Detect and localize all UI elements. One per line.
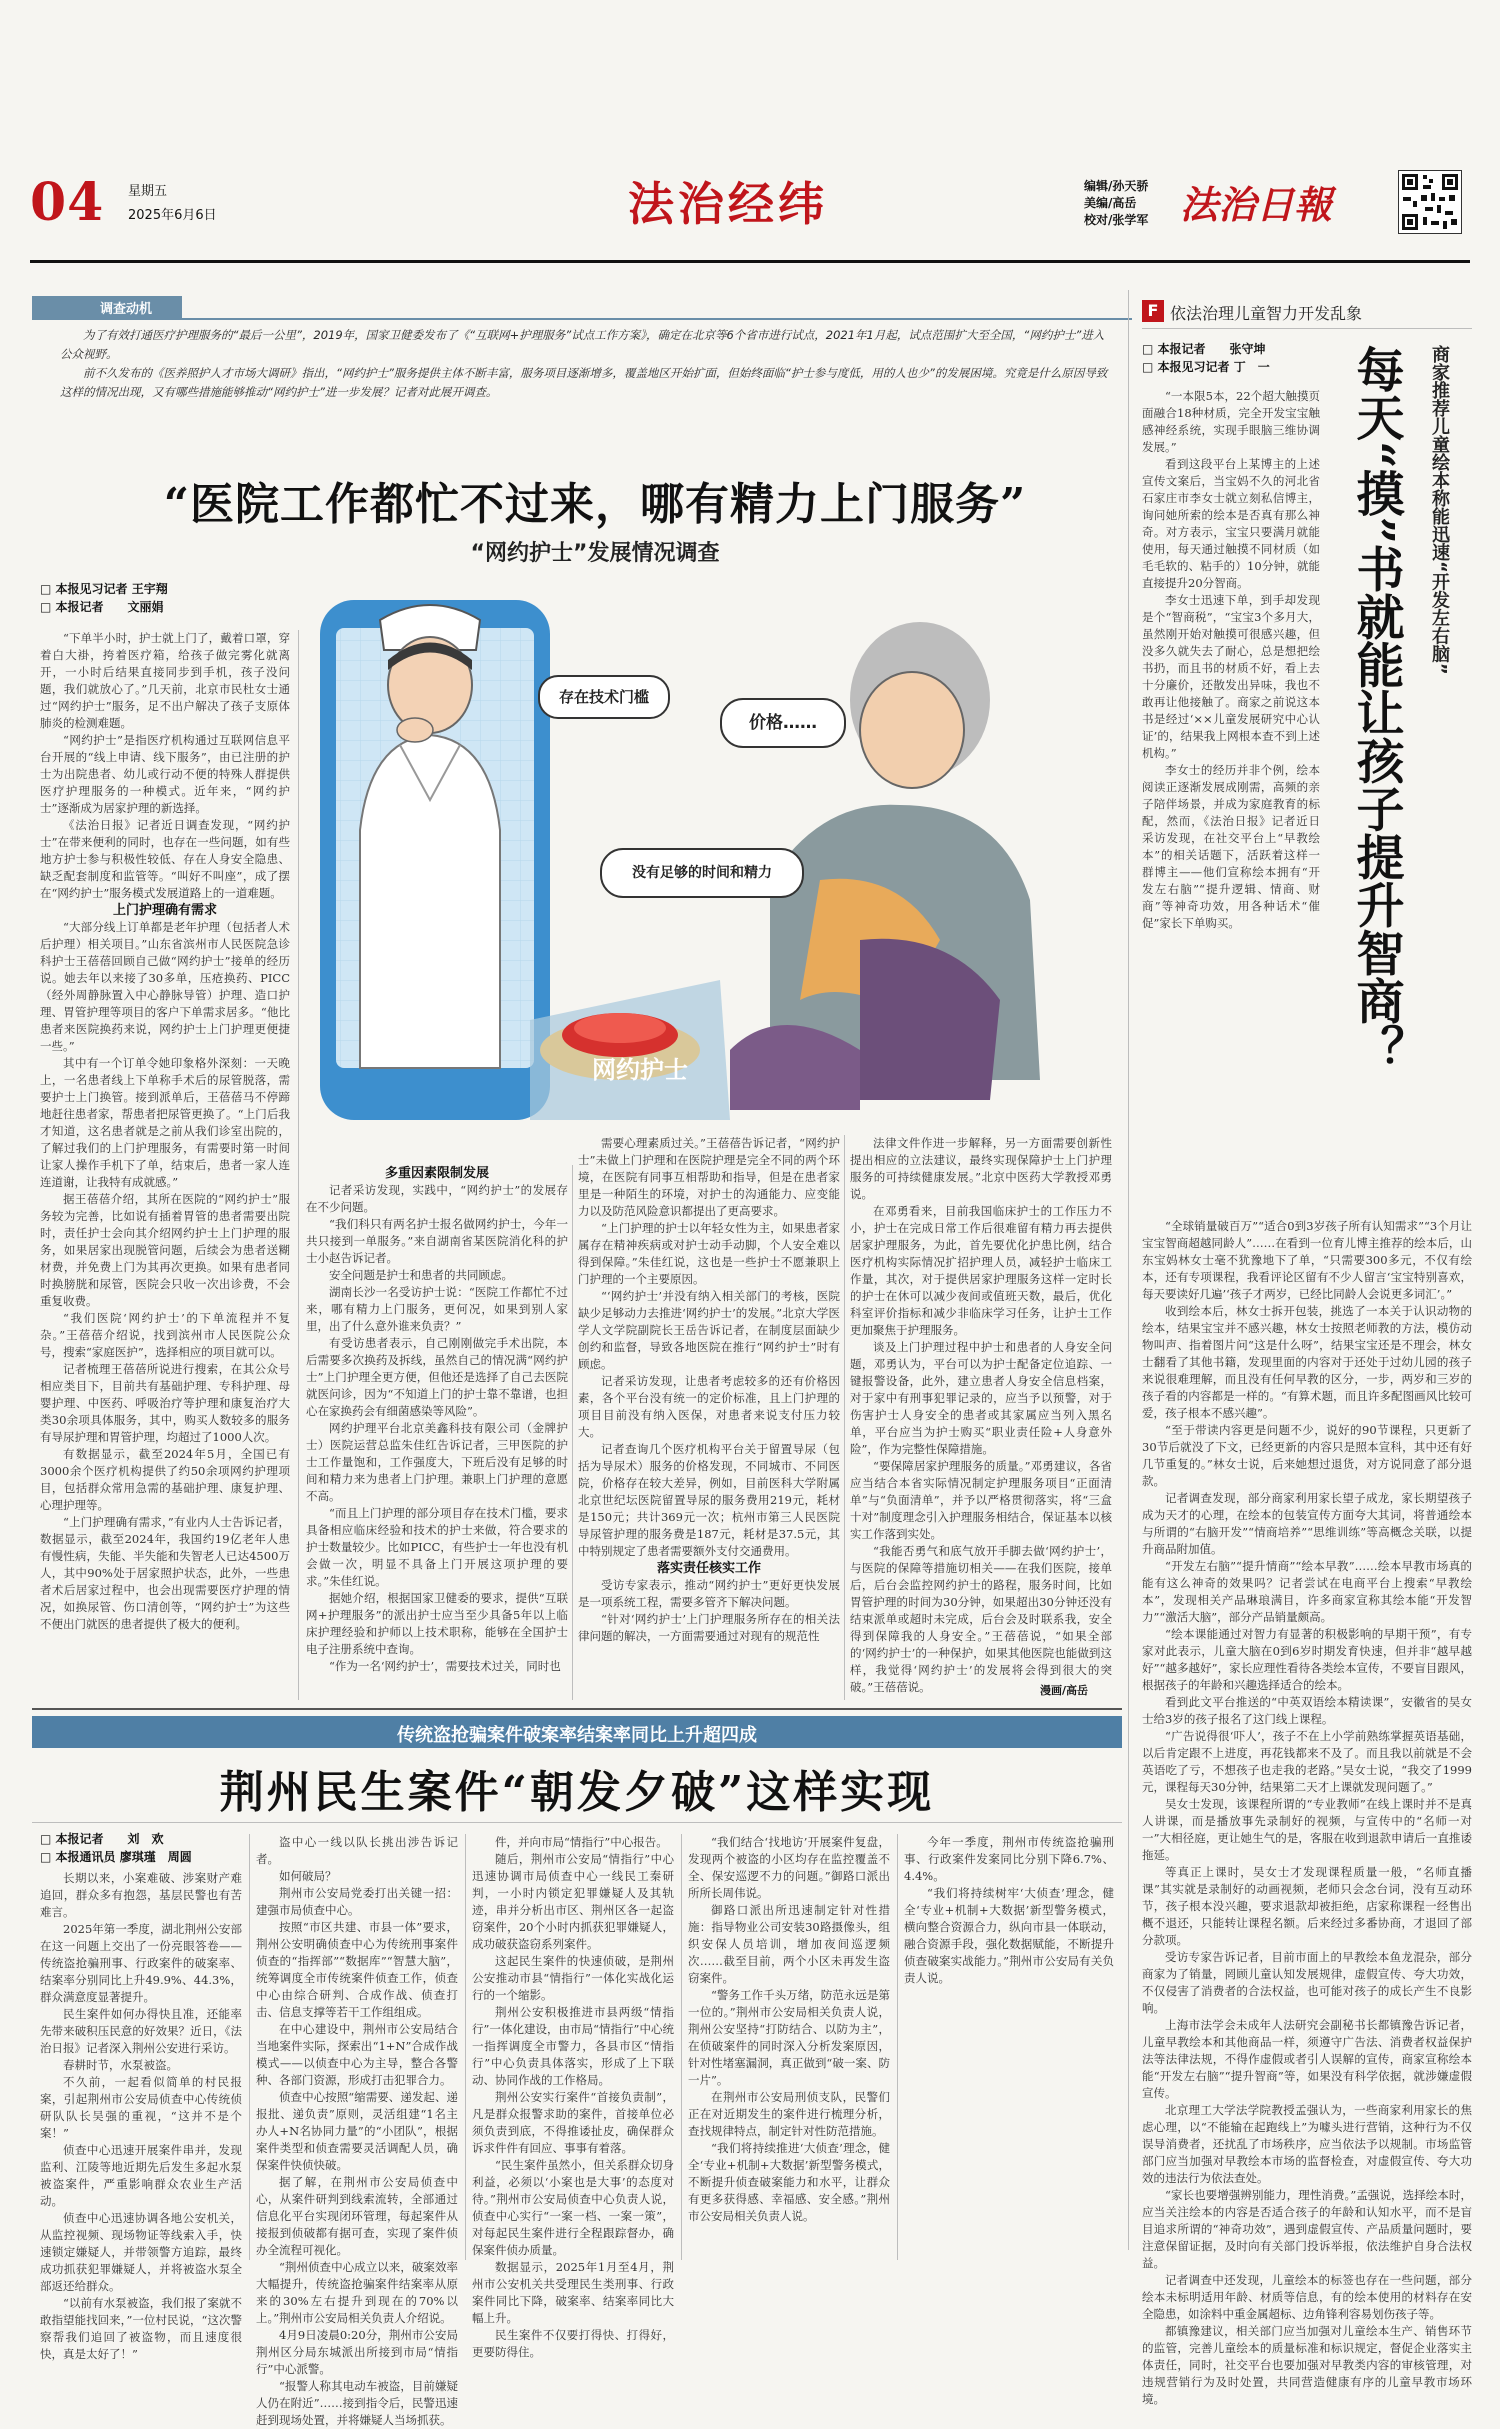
article-paragraph: “警务工作千头万绪，防范永远是第一位的。”荆州市公安局相关负责人说，荆州公安坚持“打防结合、以防为主”，在侦破案件的同时深入分析发案原因，针对性堵塞漏洞，真正做到“破一案、防一片”。 [688,1988,890,2087]
article-paragraph: 长期以来，小案难破、涉案财产难追回，群众多有抱怨，基层民警也有苦难言。 [40,1871,242,1919]
bottom-bylines [40,1830,192,1866]
bottom-column-1 [40,1870,242,2361]
intro-paragraph: 为了有效打通医疗护理服务的“最后一公里”，2019年，国家卫健委发布了《“互联网+护理服务”试点工作方案》，确定在北京等6个省市进行试点，2021年1月起，试点范围扩大至全国，“网约护士”进入公众视野。 [60,328,1105,361]
article-paragraph: 上海市法学会未成年人法研究会副秘书长都镇豫告诉记者，儿童早教绘本和其他商品一样，须遵守广告法、消费者权益保护法等法律法规，不得作虚假或者引人误解的宣传，商家宣称绘本能“开发左右脑”“提升智商”等，如果没有科学依据，就涉嫌虚假宣传。 [1142,2018,1472,2100]
article-paragraph: 不久前，一起看似简单的村民报案，引起荆州市公安局侦查中心传统侦研队队长吴强的重视，“这并不是个案！” [40,2075,242,2140]
lead-column-1 [40,630,290,1700]
bottom-headline-rule [32,1822,1122,1823]
article-paragraph: “上门护理确有需求，”有业内人士告诉记者，数据显示，截至2024年，我国约19亿老年人患有慢性病，失能、半失能和失智老人已达4500万人，其中90%处于居家照护状态，此外，一些患者术后居家过程中，也会出现需要医疗护理的情况，如换尿管、伤口清创等，“网约护士”为这些不便出门就医的患者提供了极大的便利。 [40,1515,290,1631]
article-paragraph: “家长也要增强辨别能力，理性消费。”孟强说，选择绘本时，应当关注绘本的内容是否适合孩子的年龄和认知水平，而不是盲目追求所谓的“神奇功效”，遇到虚假宣传、产品质量问题时，要注意保留证据，及时向有关部门投诉举报，依法维护自身合法权益。 [1142,2188,1472,2270]
bottom-headline: 荆州民生案件“朝发夕破”这样实现 [219,1767,935,1818]
byline: □ 本报见习记者 王宇翔 [40,582,168,596]
article-paragraph: 《法治日报》记者近日调查发现，“网约护士”在带来便利的同时，也存在一些问题，如有些地方护士参与积极性较低、存在人身安全隐患、缺乏配套制度和监管等。“叫好不叫座”，成了摆在“网约护士”服务模式发展道路上的一道难题。 [40,818,290,900]
article-paragraph: “我们科只有两名护士报名做网约护士，今年一共只接到一单服务。”来自湖南省某医院消化科的护士小赵告诉记者。 [306,1217,568,1265]
article-paragraph: 荆州公安积极推进市县两级“情指行”一体化建设，由市局“情指行”中心统一指挥调度全市警力，各县市区“情指行”中心负责具体落实，形成了上下联动、协同作战的工作格局。 [472,2005,674,2087]
article-paragraph: 记者梳理王蓓蓓所说进行搜索，在其公众号相应类目下，目前共有基础护理、专科护理、母婴护理、中医药、呼吸治疗等护理和康复治疗大类30余项具体服务，其中，购买人数较多的服务有导尿护理和胃管护理，均超过了1000人次。 [40,1362,290,1444]
column-divider [249,1834,250,2260]
article-paragraph: “我们将持续推进‘大侦查’理念，健全‘专业+机制+大数据’新型警务模式，不断提升侦查破案能力和水平，让群众有更多获得感、幸福感、安全感。”荆州市公安局相关负责人说。 [688,2141,890,2223]
masthead-rule [30,260,1470,263]
right-column-header [1142,300,1472,324]
lead-subheadline: “网约护士”发展情况调查 [470,541,720,566]
article-paragraph: 记者调查发现，部分商家利用家长望子成龙，家长期望孩子成为天才的心理，在绘本的包装宣传方面夸大其词，将普通绘本与所谓的“右脑开发”“情商培养”“思维训练”等高概念关联，以提升商品附加值。 [1142,1491,1472,1556]
bottom-section-rule [32,1708,1122,1710]
article-paragraph: 4月9日凌晨0:20分，荆州市公安局荆州区分局东城派出所接到市局“情指行”中心派警。 [256,2328,458,2376]
article-paragraph: “全球销量破百万”“适合0到3岁孩子所有认知需求”“3个月让宝宝智商超越同龄人”……在看到一位育儿博主推荐的绘本后，山东宝妈林女士毫不犹豫地下了单，“只需要300多元，不仅有绘本，还有专项课程，我看评论区留有不少人留言‘宝宝特别喜欢，每天要读好几遍’‘孩子才两岁，已经比同龄人会说更多词汇’。” [1142,1219,1472,1301]
right-small-headline: 商家推荐儿童绘本称能迅速“开发左右脑” [1429,345,1450,675]
bubble-text: 价格…… [749,713,817,733]
bottom-kicker-bar [32,1716,1122,1748]
lead-column-3 [578,1135,840,1700]
article-paragraph: “作为一名‘网约护士’，需要技术过关，同时也 [329,1659,561,1673]
right-header-rule [1142,328,1472,329]
section-title: 法治经纬 [628,177,828,231]
article-paragraph: “一本限5本，22个超大触摸页面融合18种材质，完全开发宝宝触感神经系统，实现手眼脑三维协调发展。” [1142,389,1320,454]
article-paragraph: 记者采访发现，让患者考虑较多的还有价格因素，各个平台没有统一的定价标准，且上门护理的项目目前没有纳入医保，对患者来说支付压力较大。 [578,1374,840,1439]
article-paragraph: 记者查询几个医疗机构平台关于留置导尿（包括为导尿术）服务的价格发现，不同城市、不同医院，价格存在较大差异，例如，目前医科大学附属北京世纪坛医院留置导尿的服务费用219元，耗材是150元；共计369元一次；杭州市第三人民医院导尿管护理的服务费是187元，耗材是37.5元，其中特别规定了患者需要额外支付交通费用。 [578,1442,840,1558]
article-paragraph: 其中有一个订单令她印象格外深刻：一天晚上，一名患者线上下单称手术后的尿管脱落，需要护士上门换管。接到派单后，王蓓蓓马不停蹄地赶往患者家，帮患者把尿管更换了。“上门后我才知道，这名患者就是之前从我们诊室出院的，了解过我们的上门护理服务，有需要时第一时间让家人操作手机下了单，结束后，患者一家人连连道谢，让我特有成就感。” [40,1056,290,1189]
bottom-column-2 [256,1834,458,2427]
article-paragraph: 法律文件作进一步解释，另一方面需要创新性提出相应的立法建议，最终实现保障护士上门护理服务的可持续健康发展。”北京中医药大学教授邓勇说。 [850,1136,1112,1201]
bubble-price [720,698,846,748]
masthead [0,160,1500,280]
article-paragraph: “我能否勇气和底气放开手脚去做‘网约护士’，与医院的保障等措施切相关——在我们医院，接单后，后台会监控网约护士的路程，服务时间，比如胃管护理的时间为30分钟，如果超出30分钟还没有结束派单或超时未完成，后台会及时联系我，安全得到保障我的人身安全。”王蓓蓓说，“如果全部的‘网约护士’的一种保护，如果其他医院也能做到这样，我觉得‘网约护士’的发展将会得到很大的突破。”王蓓蓓说。 [850,1544,1112,1694]
qr-code-icon [1398,170,1462,234]
article-paragraph: “而且上门护理的部分项目存在技术门槛，要求具备相应临床经验和技术的护士来做，符合要求的护士数量较少。比如PICC，有些护士一年也没有机会做一次，明显不具备上门开展这项护理的要求。”朱佳红说。 [306,1506,568,1588]
column-divider [897,1834,898,2260]
article-paragraph: 受访专家告诉记者，目前市面上的早教绘本鱼龙混杂，部分商家为了销量，罔顾儿童认知发展规律，虚假宣传、夸大功效，不仅侵害了消费者的合法权益，也可能对孩子的成长产生不良影响。 [1142,1950,1472,2015]
article-paragraph: 湖南长沙一名受访护士说：“医院工作都忙不过来，哪有精力上门服务，更何况，如果到别人家里，出了什么意外谁来负责？” [306,1285,568,1333]
column-divider [681,1834,682,2260]
section-subheading: 上门护理确有需求 [112,903,217,918]
intro-paragraph: 前不久发布的《医养照护人才市场大调研》指出，“网约护士”服务提供主体不断丰富，服务项目逐渐增多，覆盖地区开始扩面，但始终面临“护士参与度低，用的人也少”的发展困境。究竟是什么原因导致这样的情况出现，又有哪些措施能够推动“网约护士”进一步发展？记者对此展开调查。 [60,366,1108,399]
article-paragraph: 如何破局？ [279,1869,337,1883]
article-paragraph: “我们结合‘找地访’开展案件复盘，发现两个被盗的小区均存在监控覆盖不全、保安巡逻不力的问题。”御路口派出所所长周伟说。 [688,1835,890,1900]
article-paragraph: 吴女士发现，该课程所谓的“专业教师”在线上课时并不是真人讲课，而是播放事先录制好的视频，与宣传中的“名师一对一”大相径庭，更让她生气的是，客服在收到退款申请后一直推诿拖延。 [1142,1797,1472,1862]
article-paragraph: 看到此文平台推送的“中英双语绘本精读课”，安徽省的吴女士给3岁的孩子报名了这门线上课程。 [1142,1695,1472,1726]
article-paragraph: 李女士的经历并非个例，绘本阅读正逐渐发展成刚需，高频的亲子陪伴场景，并成为家庭教育的标配，然而，《法治日报》记者近日采访发现，在社交平台上“早教绘本”的相关话题下，活跃着这样一群博主——他们宣称绘本拥有“开发左右脑”“提升逻辑、情商、财商”等神奇功效，用各种话术“催促”家长下单购买。 [1142,763,1320,930]
phone-screen-label: 网约护士 [592,1056,688,1084]
article-paragraph: 在荆州市公安局刑侦支队，民警们正在对近期发生的案件进行梳理分析，查找规律特点，制定针对性防范措施。 [688,2090,890,2138]
tag-letter: F [1147,301,1159,320]
article-paragraph: 荆州市公安局党委打出关键一招：建强市局侦查中心。 [256,1886,458,1917]
editor-credit: 美编/高岳 [1084,196,1137,210]
article-paragraph: “至于带读内容更是问题不少，说好的90节课程，只更新了30节后就没了下文，已经更新的内容只是照本宣科，其中还有好几节重复的。”林女士说，后来她想过退货，对方说同意了部分退款。 [1142,1423,1472,1488]
editor-credit: 校对/张学军 [1084,213,1149,227]
article-paragraph: “要保障居家护理服务的质量。”邓勇建议，各省应当结合本省实际情况制定护理服务项目“正面清单”与“负面清单”，并予以严格贯彻落实，将“三盒十对”制度理念引入护理服务相结合，保证基本以核实工作落到实处。 [850,1459,1112,1541]
editor-credits [1084,178,1148,229]
bubble-text: 没有足够的时间和精力 [632,865,772,881]
article-paragraph: 盗中心一线以队长挑出涉告诉记者。 [256,1835,458,1866]
article-paragraph: “上门护理的护士以年轻女性为主，如果患者家属存在精神疾病或对护士动手动脚，个人安全难以得到保障。”朱佳红说，这也是一些护士不愿兼职上门护理的一个主要原因。 [578,1221,840,1286]
article-paragraph: 据王蓓蓓介绍，其所在医院的“网约护士”服务较为完善，比如说有插着胃管的患者需要出院时，责任护士会向其介绍网约护士上门护理的服务，如果居家出现脱管问题，后续会为患者送糊材费，并免费上门为其再次更换。如果有患者同时换膀胱和尿管，医院会只收一次出诊费，不会重复收费。 [40,1192,290,1308]
column-divider [572,1165,573,1700]
article-paragraph: “针对‘网约护士’上门护理服务所存在的相关法律问题的解决，一方面需要通过对现有的规范性 [578,1612,840,1643]
article-paragraph: 谈及上门护理过程中护士和患者的人身安全问题，邓勇认为，平台可以为护士配备定位追踪、一键报警设备，此外，建立患者人身安全信息档案，对于家中有刑事犯罪记录的，应当予以预警，对于伤害护士人身安全的患者或其家属应当列入黑名单，平台应当为护士购买“职业责任险+人身意外险”，作为完整性保障措施。 [850,1340,1112,1456]
bubble-tech-threshold [538,675,670,719]
article-paragraph: “大部分线上订单都是老年护理（包括者人术后护理）相关项目。”山东省滨州市人民医院急诊科护士王蓓蓓回顾自己做“网约护士”接单的经历说。她去年以来接了30多单，压疮换药、PICC（经外周静脉置入中心静脉导管）护理、造口护理、胃管护理等项目的客户下单需求居多。“他比患者来医院换药来说，网约护士上门护理更便捷一些。” [40,920,290,1053]
article-paragraph: 春耕时节，水泵被盗。 [63,2058,178,2072]
article-paragraph: 网约护理平台北京美鑫科技有限公司（金牌护士）医院运营总监朱佳红告诉记者，三甲医院的护士工作量饱和，工作强度大，下班后没有足够的时间和精力来为患者上门护理。兼职上门护理的意愿不高。 [306,1421,568,1503]
article-paragraph: “以前有水泵被盗，我们报了案就不敢指望能找回来，”一位村民说，“这次警察帮我们追回了被盗物，而且速度很快，真是太好了！” [40,2296,242,2361]
tag-label: 调查动机 [100,302,153,317]
article-paragraph: 在中心建设中，荆州市公安局结合当地案件实际，探索出“1+N”合成作战模式——以侦查中心为主导，整合各警种、各部门资源，形成打击犯罪合力。 [256,2022,458,2087]
article-paragraph: 这起民生案件的快速侦破，是荆州公安推动市县“情指行”一体化实战化运行的一个缩影。 [472,1954,674,2002]
article-paragraph: “开发左右脑”“提升情商”“绘本早教”……绘本早教市场真的能有这么神奇的效果吗？记者尝试在电商平台上搜索“早教绘本”，发现相关产品琳琅满目，许多商家宣称其绘本能“开发智力”“激活大脑”，部分产品销量颇高。 [1142,1559,1472,1624]
article-paragraph: 记者调查中还发现，儿童绘本的标签也存在一些问题，部分绘本未标明适用年龄、材质等信息，有的绘本使用的材料存在安全隐患，如涂料中重金属超标、边角锋利容易划伤孩子等。 [1142,2273,1472,2321]
editor-credit: 编辑/孙天骄 [1084,179,1149,193]
article-paragraph: “民生案件虽然小，但关系群众切身利益，必须以‘小案也是大事’的态度对待。”荆州市公安局侦查中心负责人说，侦查中心实行“一案一档、一案一策”，对每起民生案件进行全程跟踪督办，确保案件侦办质量。 [472,2158,674,2257]
article-paragraph: 有数据显示，截至2024年5月，全国已有3000余个医疗机构提供了约50余项网约护理项目，包括群众常用急需的基础护理、康复护理、心理护理等。 [40,1447,290,1512]
bottom-column-5 [904,1834,1114,2260]
tag-investigation [32,296,182,318]
byline: □ 本报记者 文丽娟 [40,600,164,614]
bottom-column-3 [472,1834,674,2359]
article-paragraph: 御路口派出所迅速制定针对性措施：指导物业公司安装30路摄像头，组织安保人员培训，增加夜间巡逻频次……截至目前，两个小区未再发生盗窃案件。 [688,1903,890,1985]
article-paragraph: “下单半小时，护士就上门了，戴着口罩，穿着白大褂，挎着医疗箱，给孩子做完雾化就离开，一小时后结果直接同步到手机，孩子没问题，我们就放心了。”几天前，北京市民杜女士通过“网约护士”服务，足不出户解决了孩子支原体肺炎的检测难题。 [40,631,290,730]
article-paragraph: 侦查中心按照“缩需要、递发起、递报批、递负责”原则，灵活组建“1名主办人+N名协同力量”的“小团队”，根据案件类型和侦查需要灵活调配人员，确保案件快侦快破。 [256,2090,458,2172]
bottom-kicker: 传统盗抢骗案件破案率结案率同比上升超四成 [397,1725,757,1746]
article-paragraph: 记者采访发现，实践中，“网约护士”的发展存在不少问题。 [306,1183,568,1214]
lead-bylines [40,580,168,616]
article-paragraph: 按照“市区共建、市县一体”要求，荆州公安明确侦查中心为传统刑事案件侦查的“指挥部”“数据库”“智慧大脑”，统筹调度全市传统案件侦查工作，侦查中心由综合研判、合成作战、侦查打击、信息支撑等若干工作组组成。 [256,1920,458,2019]
article-paragraph: 安全问题是护士和患者的共同顾虑。 [329,1268,513,1282]
article-paragraph: “报警人称其电动车被盗，目前嫌疑人仍在附近”……接到指令后，民警迅速赶到现场处置，并将嫌疑人当场抓获。 [256,2379,458,2427]
section-subheading: 多重因素限制发展 [384,1166,489,1181]
issue-date: 2025年6月6日 [128,208,217,223]
article-paragraph: 据她介绍，根据国家卫健委的要求，提供“互联网+护理服务”的派出护士应当至少具备5年以上临床护理经验和护师以上技术职称，能够在全国护士电子注册系统中查询。 [306,1591,568,1656]
article-paragraph: 需要心理素质过关。”王蓓蓓告诉记者，“网约护士”未做上门护理和在医院护理是完全不同的两个环境，在医院有同事互相帮助和指导，但是在患者家里是一种陌生的环境，对护士的沟通能力、应变能力以及防范风险意识都提出了更高要求。 [578,1136,840,1218]
paper-logo: 法治日報 [1180,182,1333,227]
article-paragraph: 荆州公安实行案件“首接负责制”，凡是群众报警求助的案件，首接单位必须负责到底，不得推诿扯皮，确保群众诉求件件有回应、事事有着落。 [472,2090,674,2155]
byline: □ 本报通讯员 廖琪瑾 周圆 [40,1850,192,1864]
article-paragraph: “绘本课能通过对智力有显著的积极影响的早期干预”，有专家对此表示，儿童大脑在0到6岁时期发育快速，但并非“越早越好”“越多越好”，家长应理性看待各类绘本宣传，不要盲目跟风，根据孩子的年龄和兴趣选择适合的绘本。 [1142,1627,1472,1692]
lead-column-2 [306,1165,568,1700]
issue-weekday: 星期五 [128,184,168,199]
column-divider [1128,290,1129,2250]
cartoon-illustration [300,580,1140,1155]
article-paragraph: 李女士迅速下单，到手却发现是个“智商税”，“宝宝3个多月大，虽然刚开始对触摸可很感兴趣，但没多久就失去了耐心，总是想把绘书扔，而且书的材质不好，看上去十分廉价，还散发出异味，我也不敢再让他接触了。商家之前说这本书是经过‘××儿童发展研究中心认证’的，结果我上网根本查不到上述机构。” [1142,593,1320,760]
intro-box [60,326,1110,402]
bubble-text: 存在技术门槛 [558,688,649,706]
right-short-column [1142,388,1320,1208]
article-paragraph: 有受访患者表示，自己刚刚做完手术出院，本后需要多次换药及拆线，虽然自己的情况满“网约护士”上门护理全更方便，但他还是选择了自己去医院就医问诊，因为“不知道上门的护士靠不靠谱，也担心在家换药会有细菌感染等风险”。 [306,1336,568,1418]
article-paragraph: “荆州侦查中心成立以来，破案效率大幅提升，传统盗抢骗案件结案率从原来的30%左右提升到现在的70%以上。”荆州市公安局相关负责人介绍说。 [256,2260,458,2325]
article-paragraph: 2025年第一季度，湖北荆州公安部在这一问题上交出了一份亮眼答卷——传统盗抢骗刑事、行政案件的破案率、结案率分别同比上升49.9%、44.3%，群众满意度显著提升。 [40,1922,242,2004]
section-subheading: 落实责任核实工作 [656,1561,761,1576]
byline: □ 本报见习记者 丁 一 [1142,360,1270,374]
article-paragraph: 侦查中心迅速开展案件串并，发现监利、江陵等地近期先后发生多起水泵被盗案件，严重影响群众农业生产活动。 [40,2143,242,2208]
article-paragraph: 随后，荆州市公安局“情指行”中心迅速协调市局侦查中心一线民工秦研判，一小时内锁定犯罪嫌疑人及其轨迹，串并分析出市区、荆州区各一起盗窃案件，20个小时内抓获犯罪嫌疑人，成功破获盗窃系列案件。 [472,1852,674,1951]
article-paragraph: “网约护士”是指医疗机构通过互联网信息平台开展的“线上申请、线下服务”，由已注册的护士为出院患者、幼儿或行动不便的特殊人群提供医疗护理服务的一种模式。近年来，“网约护士”逐渐成为居家护理的新选择。 [40,733,290,815]
right-bylines [1142,340,1270,376]
column-divider [465,1834,466,2260]
cartoon-credit: 漫画/高岳 [1040,1684,1089,1697]
bottom-column-4 [688,1834,890,2260]
article-paragraph: 数据显示，2025年1月至4月，荆州市公安机关共受理民生类刑事、行政案件同比下降，破案率、结案率同比大幅上升。 [472,2260,674,2325]
article-paragraph: “‘网约护士’并没有纳入相关部门的考核，医院缺少足够动力去推进‘网约护士’的发展。”北京大学医学人文学院副院长王岳告诉记者，在制度层面缺少创约和监督，导致各地医院在推行“网约护士”时有顾虑。 [578,1289,840,1371]
column-divider [298,630,299,1700]
lead-headline: “医院工作都忙不过来，哪有精力上门服务” [163,479,1027,530]
qr-pattern [1399,171,1461,233]
right-big-headline: 每天“摸”书就能让孩子提升智商？ [1348,345,1404,1073]
article-paragraph: 件，并向市局“情指行”中心报告。 [495,1835,668,1849]
article-paragraph: 民生案件如何办得快且准，还能率先带来破积压民意的好效果？近日，《法治日报》记者深入荆州公安进行采访。 [40,2007,242,2055]
article-paragraph: 受访专家表示，推动“网约护士”更好更快发展是一项系统工程，需要多管齐下解决问题。 [578,1578,840,1609]
column-title: 依法治理儿童智力开发乱象 [1170,304,1363,323]
article-paragraph: 看到这段平台上某博主的上述宣传文案后，当宝妈不久的河北省石家庄市李女士就立刻私信博主，询问她所索的绘本是否真有那么神奇。对方表示，宝宝只要满月就能使用，每天通过触摸不同材质（如毛毛软的、粘手的）10分钟，就能直接提升20分智商。 [1142,457,1320,590]
article-paragraph: 今年一季度，荆州市传统盗抢骗刑事、行政案件发案同比分别下降6.7%、4.4%。 [904,1835,1114,1883]
byline: □ 本报记者 刘 欢 [40,1832,164,1846]
article-paragraph: “广告说得很‘吓人’，孩子不在上小学前熟练掌握英语基础，以后肯定跟不上进度，再花钱都来不及了。而且我以前就是不会英语吃了亏，不想孩子也走我的老路。”吴女士说，“我交了1999元，课程每天30分钟，结果第二天才上课就发现问题了。” [1142,1729,1472,1794]
tag-underline [32,318,1132,320]
article-paragraph: 北京理工大学法学院教授孟强认为，一些商家利用家长的焦虑心理，以“不能输在起跑线上”为噱头进行营销，这种行为不仅误导消费者，还扰乱了市场秩序，应当依法予以规制。市场监管部门应当加强对早教绘本市场的监督检查，对虚假宣传、夸大功效的违法行为依法查处。 [1142,2103,1472,2185]
article-paragraph: “我们将持续树牢‘大侦查’理念，健全‘专业+机制+大数据’新型警务模式，横向整合资源合力，纵向市县一体联动，融合资源手段，强化数据赋能，不断提升侦查破案实战能力。”荆州市公安局有关负责人说。 [904,1886,1114,1985]
article-paragraph: 在邓勇看来，目前我国临床护士的工作压力不小，护士在完成日常工作后很难留有精力再去提供居家护理服务，为此，首先要优化护患比例，结合医疗机构实际情况扩招护理人员，减轻护士临床工作量，其次，对于提供居家护理服务这样一定时长的护士在休可以减少夜间或值班天数，最后，优化科室评价指标和减少非临床学习任务，让护士工作更加聚焦于护理服务。 [850,1204,1112,1337]
article-paragraph: 收到绘本后，林女士拆开包装，挑选了一本关于认识动物的绘本，结果宝宝并不感兴趣，林女士按照老师教的方法，模仿动物叫声、指着图片问“这是什么呀”，结果宝宝还是不理会，林女士翻看了其他书籍，发现里面的内容对于还处于过幼儿园的孩子来说很难理解，而且没有任何早教的区分，一步，两岁和三岁的孩子看的内容都是一样的。“有算术题，而且许多配图画风比较可爱，孩子根本不感兴趣”。 [1142,1304,1472,1420]
article-paragraph: 据了解，在荆州市公安局侦查中心，从案件研判到线索流转，全部通过信息化平台实现闭环管理，每起案件从接报到侦破都有据可查，实现了案件侦办全流程可视化。 [256,2175,458,2257]
right-long-column [1142,1218,1472,2406]
article-paragraph: 都镇豫建议，相关部门应当加强对儿童绘本生产、销售环节的监管，完善儿童绘本的质量标准和标识规定，督促企业落实主体责任，同时，社交平台也要加强对早教类内容的审核管理，对违规营销行为及时处置，共同营造健康有序的儿童早教市场环境。 [1142,2324,1472,2406]
article-paragraph: 侦查中心迅速协调各地公安机关，从监控视频、现场物证等线索入手，快速锁定嫌疑人，并带领警方追踪，最终成功抓获犯罪嫌疑人，并将被盗水泵全部返还给群众。 [40,2211,242,2293]
bubble-no-time [600,848,804,898]
column-divider [844,1135,845,1700]
column-tag-icon [1142,300,1164,322]
article-paragraph: “我们医院‘网约护士’的下单流程并不复杂。”王蓓蓓介绍说，找到滨州市人民医院公众号，搜索“家庭医护”，选择相应的项目就可以。 [40,1311,290,1359]
byline: □ 本报记者 张守坤 [1142,342,1266,356]
page-number: 04 [30,172,105,233]
article-paragraph: 民生案件不仅要打得快、打得好，更要防得住。 [472,2328,674,2359]
article-paragraph: 等真正上课时，吴女士才发现课程质量一般，“名师直播课”其实就是录制好的动画视频，老师只会念台词，没有互动环节，孩子根本没兴趣，要求退款却被拒绝，店家称课程一经售出概不退还，只能转让课程名额。后来经过多番协商，才退回了部分款项。 [1142,1865,1472,1947]
